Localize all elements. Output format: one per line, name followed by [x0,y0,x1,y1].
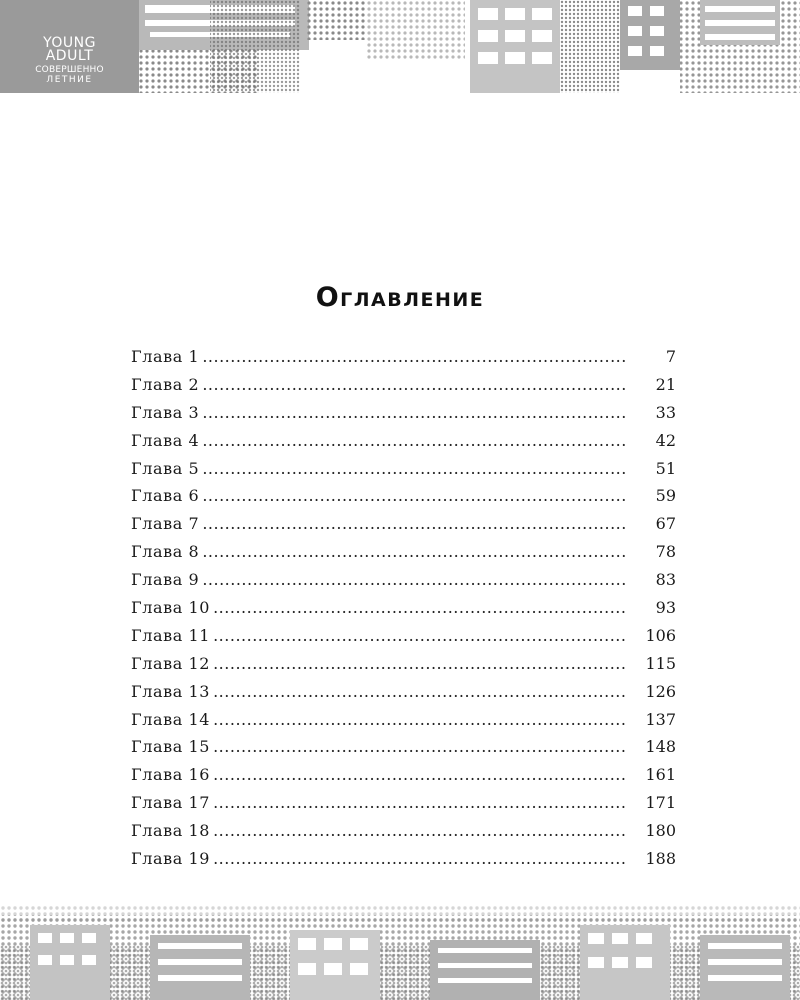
toc-page-number: 188 [645,849,676,869]
toc-entry[interactable] [131,510,676,538]
footer-decor-band [0,905,800,1000]
toc-dot-leader [213,650,626,678]
toc-entry[interactable] [131,789,676,817]
toc-chapter-label: Глава 16 [131,765,211,785]
toc-page-number: 83 [655,570,676,590]
series-logo-line1: YOUNG [43,35,96,51]
toc-page-number: 93 [655,598,676,618]
toc-page-number: 42 [655,430,676,450]
toc-dot-leader [213,845,626,873]
toc-dot-leader [202,371,626,399]
toc-dot-leader [213,594,626,622]
toc-dot-leader [213,622,626,650]
page-title: Оглавление [315,282,485,313]
toc-entry[interactable] [131,845,676,873]
toc-dot-leader [202,343,626,371]
header-decor-band [0,0,800,93]
toc-entry[interactable] [131,371,676,399]
toc-dot-leader [213,817,626,845]
toc-dot-leader [213,789,626,817]
toc-page-number: 171 [645,793,676,813]
toc-entry[interactable] [131,399,676,427]
toc-page-number: 126 [645,681,676,701]
toc-entry[interactable] [131,343,676,371]
toc-page-number: 67 [655,514,676,534]
series-logo-line4: ЛЕТНИЕ [46,75,93,85]
building-halftone-bottom [0,905,800,1000]
toc-page-number: 161 [645,765,676,785]
toc-page-number: 115 [645,653,676,673]
series-logo-line2: ADULT [45,48,94,64]
toc-chapter-label: Глава 18 [131,821,211,841]
toc-dot-leader [202,482,626,510]
toc-page-number: 7 [665,347,676,366]
toc-dot-leader [202,510,626,538]
toc-chapter-label: Глава 12 [131,653,211,673]
toc-page-number: 106 [645,625,676,645]
toc-entry[interactable] [131,650,676,678]
toc-entry[interactable] [131,455,676,483]
toc-page-number: 51 [655,458,676,478]
toc-entry[interactable] [131,706,676,734]
toc-page-number: 33 [655,402,676,422]
toc-chapter-label: Глава 15 [131,737,211,757]
table-of-contents [131,343,676,873]
toc-page-number: 59 [655,486,676,506]
toc-chapter-label: Глава 6 [131,486,200,506]
toc-entry[interactable] [131,566,676,594]
series-logo-line3: СОВЕРШЕННО [35,65,104,75]
toc-entry[interactable] [131,733,676,761]
toc-chapter-label: Глава 13 [131,681,211,701]
toc-entry[interactable] [131,678,676,706]
toc-entry[interactable] [131,761,676,789]
toc-dot-leader [202,538,626,566]
toc-page-number: 137 [645,709,676,729]
series-logo [0,0,139,93]
toc-chapter-label: Глава 8 [131,542,200,562]
toc-dot-leader [202,566,626,594]
toc-dot-leader [202,427,626,455]
toc-chapter-label: Глава 3 [131,402,200,422]
toc-chapter-label: Глава 10 [131,598,211,618]
toc-page-number: 148 [645,737,676,757]
toc-page-number: 180 [645,821,676,841]
toc-chapter-label: Глава 1 [131,347,200,366]
toc-entry[interactable] [131,482,676,510]
toc-page-number: 78 [655,542,676,562]
toc-chapter-label: Глава 17 [131,793,211,813]
toc-dot-leader [213,706,626,734]
toc-chapter-label: Глава 4 [131,430,200,450]
toc-entry[interactable] [131,622,676,650]
toc-dot-leader [213,761,626,789]
toc-chapter-label: Глава 11 [131,625,211,645]
toc-chapter-label: Глава 14 [131,709,211,729]
toc-entry[interactable] [131,427,676,455]
toc-chapter-label: Глава 7 [131,514,200,534]
toc-chapter-label: Глава 5 [131,458,200,478]
toc-dot-leader [213,678,626,706]
toc-entry[interactable] [131,538,676,566]
toc-chapter-label: Глава 9 [131,570,200,590]
toc-entry[interactable] [131,594,676,622]
toc-chapter-label: Глава 2 [131,374,200,394]
toc-chapter-label: Глава 19 [131,849,211,869]
toc-entry[interactable] [131,817,676,845]
toc-dot-leader [202,399,626,427]
toc-dot-leader [202,455,626,483]
toc-page-number: 21 [655,374,676,394]
toc-dot-leader [213,733,626,761]
